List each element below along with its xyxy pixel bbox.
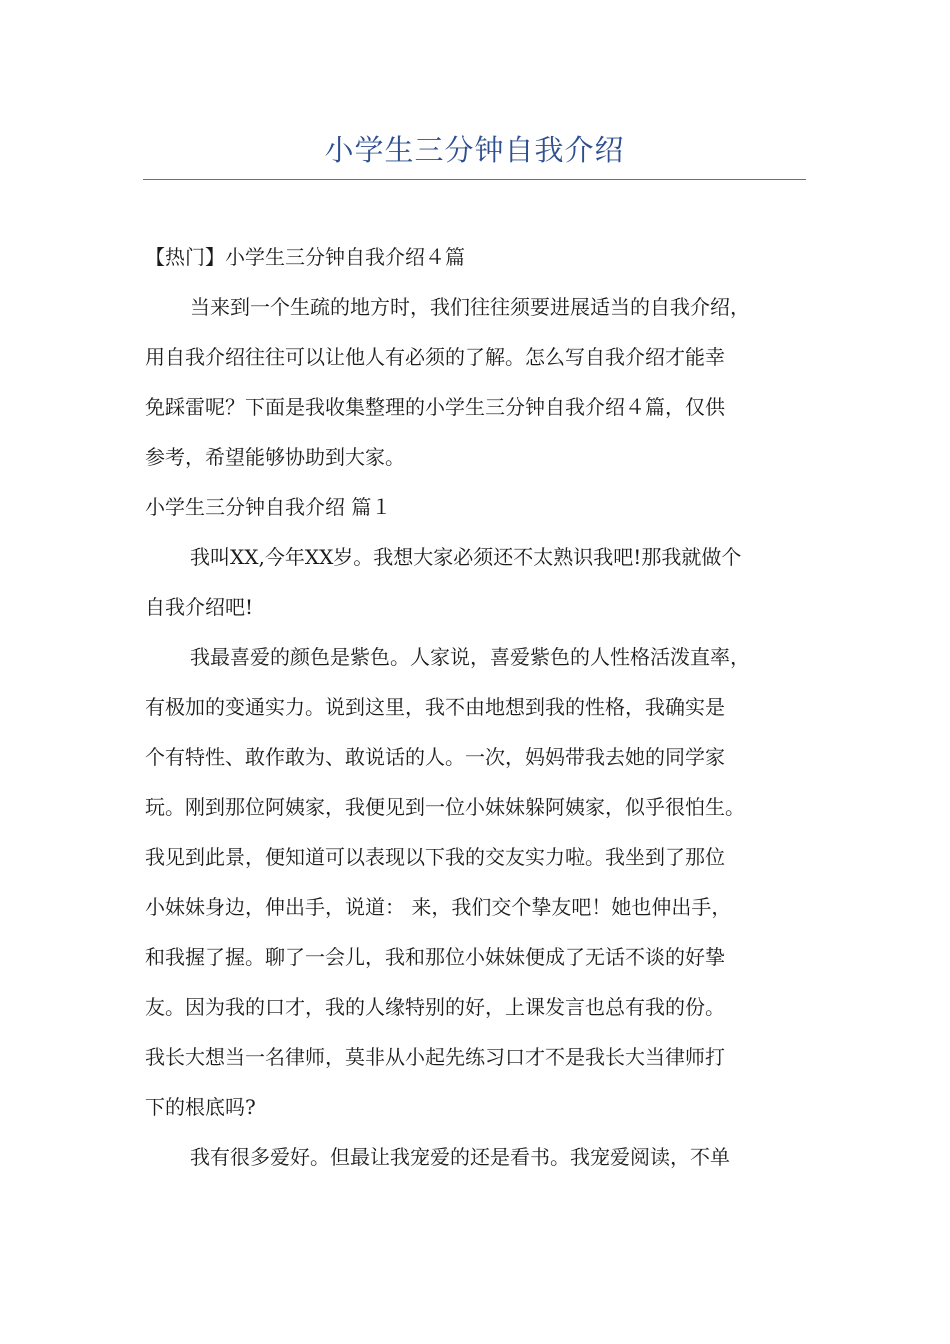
text-line: 下的根底吗? — [145, 1095, 256, 1119]
text-line: 自我介绍吧! — [145, 595, 254, 619]
text-line: 我长大想当一名律师，莫非从小起先练习口才不是我长大当律师打 — [145, 1045, 725, 1069]
text-line: 我有很多爱好。但最让我宠爱的还是看书。我宠爱阅读，不单 — [190, 1145, 730, 1169]
text-line: 参考，希望能够协助到大家。 — [145, 445, 405, 469]
text-line: 我见到此景，便知道可以表现以下我的交友实力啦。我坐到了那位 — [145, 845, 725, 869]
text-line: 小妹妹身边，伸出手，说道： 来，我们交个挚友吧！她也伸出手， — [145, 895, 732, 919]
text-line-subtitle: 【热门】小学生三分钟自我介绍４篇 — [145, 245, 465, 269]
page-title: 小学生三分钟自我介绍 — [324, 133, 625, 167]
text-line: 我叫XX,今年XX岁。我想大家必须还不太熟识我吧!那我就做个 — [190, 545, 742, 569]
text-line: 我最喜爱的颜色是紫色。人家说，喜爱紫色的人性格活泼直率， — [190, 645, 750, 669]
text-line: 友。因为我的口才，我的人缘特别的好，上课发言也总有我的份。 — [145, 995, 725, 1019]
text-line: 免踩雷呢？下面是我收集整理的小学生三分钟自我介绍４篇，仅供 — [145, 395, 725, 419]
text-line: 有极加的变通实力。说到这里，我不由地想到我的性格，我确实是 — [145, 695, 725, 719]
text-line: 个有特性、敢作敢为、敢说话的人。一次，妈妈带我去她的同学家 — [145, 745, 725, 769]
text-line: 和我握了握。聊了一会儿，我和那位小妹妹便成了无话不谈的好挚 — [145, 945, 725, 969]
text-line: 玩。刚到那位阿姨家，我便见到一位小妹妹躲阿姨家，似乎很怕生。 — [145, 795, 745, 819]
document-body — [145, 232, 825, 1182]
title-underline — [143, 179, 806, 180]
text-line: 用自我介绍往往可以让他人有必须的了解。怎么写自我介绍才能幸 — [145, 345, 725, 369]
section-heading: 小学生三分钟自我介绍 篇１ — [145, 495, 392, 519]
text-line: 当来到一个生疏的地方时，我们往往须要进展适当的自我介绍， — [190, 295, 750, 319]
